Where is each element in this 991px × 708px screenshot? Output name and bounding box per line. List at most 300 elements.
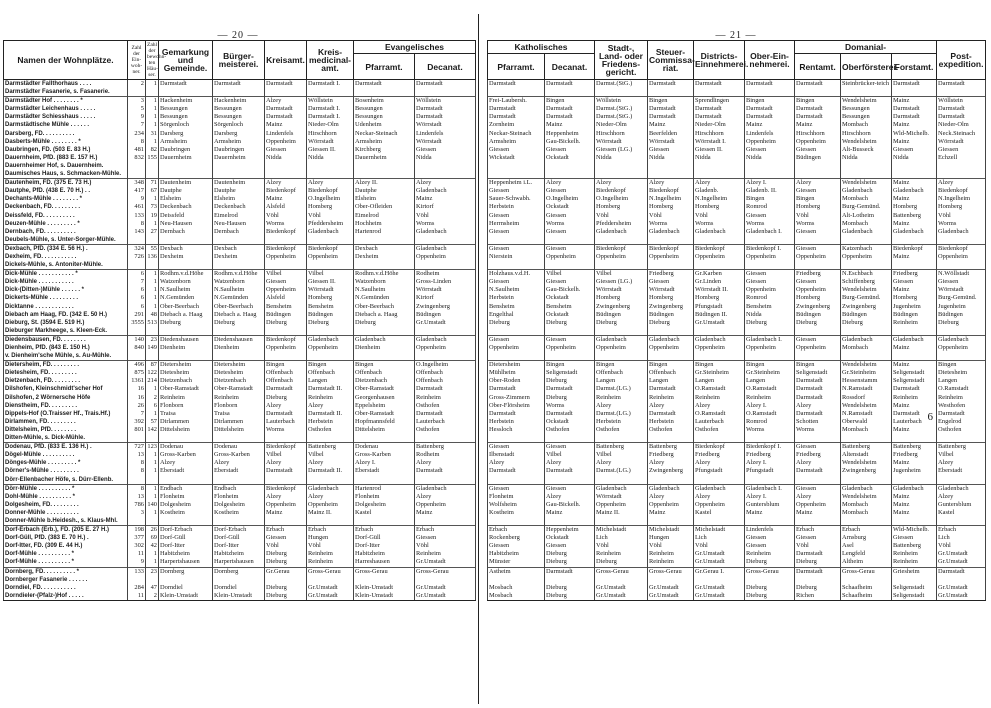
table-cell: Donner-Mühle b.Heidesh., s. Klaus-Mhl. — [4, 517, 128, 526]
table-cell: Gr.Umstadt — [937, 550, 986, 558]
table-cell: Dittelsheim — [159, 426, 213, 434]
table-cell: Habitzheim — [488, 550, 545, 558]
table-row — [488, 97, 986, 106]
table-row — [4, 327, 476, 336]
table-row — [4, 130, 476, 138]
table-cell: 801 — [128, 426, 146, 434]
table-row — [488, 493, 986, 501]
table-cell: Mainz — [892, 509, 937, 517]
table-cell: Klein-Umstadt — [213, 592, 265, 601]
table-cell — [128, 517, 146, 526]
table-cell: N.Ingelheim — [648, 195, 694, 203]
table-cell: Reinheim — [213, 394, 265, 402]
table-cell — [146, 576, 159, 584]
table-cell: Neckar-Steinach — [488, 130, 545, 138]
table-cell: Herbstein — [595, 418, 648, 426]
table-cell: Bingen — [648, 361, 694, 370]
table-cell: Alzey — [595, 179, 648, 188]
table-cell: Vöhl — [595, 212, 648, 220]
table-row — [488, 187, 986, 195]
table-cell: Dodenau — [159, 443, 213, 452]
table-row — [4, 476, 476, 485]
table-row — [4, 410, 476, 418]
table-cell: Gr.Steinheim — [694, 369, 745, 377]
table-cell: Diedensbausen, FD. . . . . . . . — [4, 335, 128, 344]
table-cell: 291 — [128, 311, 146, 319]
table-row — [4, 154, 476, 162]
table-cell: Biedenkopf — [937, 187, 986, 195]
table-cell: Darmstadt II. — [307, 385, 354, 393]
table-cell — [128, 88, 146, 97]
table-cell: Worms — [545, 220, 595, 228]
table-cell — [128, 327, 146, 336]
table-cell — [354, 476, 415, 485]
table-cell: Vilbel — [307, 270, 354, 279]
table-cell: Echzell — [937, 154, 986, 162]
table-cell: Dernbach, FD. . . . . . . . . . — [4, 228, 128, 236]
table-cell: Wörrstadt — [595, 493, 648, 501]
table-row — [488, 220, 986, 228]
table-cell: Alzey I. — [745, 459, 795, 467]
table-cell: Eppelsheim — [354, 402, 415, 410]
table-cell: Dexheim, FD. . . . . . . . . . . — [4, 253, 128, 261]
table-cell: 832 — [128, 154, 146, 162]
table-cell: Westhofen — [937, 402, 986, 410]
table-cell: Bingen — [545, 361, 595, 370]
table-cell: 727 — [128, 443, 146, 452]
table-cell: Dorndiel — [213, 584, 265, 592]
table-cell: Sprendlingen — [694, 97, 745, 106]
table-cell: Darmstadt II. — [307, 410, 354, 418]
table-cell: Gladenbach — [892, 335, 937, 344]
table-cell: Pfungstadt — [745, 467, 795, 475]
table-cell: Gr.Umstadt — [415, 584, 476, 592]
table-cell: Giessen — [545, 228, 595, 236]
table-cell: Watzenborn — [159, 278, 213, 286]
table-cell: Altheim — [841, 558, 892, 567]
table-cell: 73 — [146, 203, 159, 211]
table-cell — [892, 352, 937, 361]
table-cell: Giessen — [545, 443, 595, 452]
table-cell: Mainz — [892, 344, 937, 352]
table-cell — [892, 170, 937, 179]
table-cell — [159, 576, 213, 584]
table-cell: Wickstadt — [488, 154, 545, 162]
table-row — [4, 294, 476, 302]
table-cell: Romrod — [745, 294, 795, 302]
table-cell — [488, 576, 545, 584]
table-cell: Giessen — [745, 542, 795, 550]
table-cell: Darmstadt — [694, 113, 745, 121]
table-cell: 71 — [146, 179, 159, 188]
table-cell: 6 — [128, 294, 146, 302]
table-cell — [937, 576, 986, 584]
table-cell — [415, 261, 476, 270]
table-cell: Darmstadt — [892, 410, 937, 418]
table-cell: Zwingenberg — [841, 303, 892, 311]
table-cell: Kostheim — [213, 509, 265, 517]
table-cell: Dieburg — [545, 377, 595, 385]
table-row — [4, 493, 476, 501]
table-cell: Dienheim, PfD. (843 E. 150 H.) — [4, 344, 128, 352]
table-cell: Dirlammen, FD. . . . . . . . . — [4, 418, 128, 426]
table-cell — [128, 162, 146, 170]
table-cell: Eberstadt — [159, 467, 213, 475]
table-cell: Reinheim — [892, 558, 937, 567]
table-cell: Oppenheim — [307, 501, 354, 509]
table-cell: Erbach — [488, 526, 545, 535]
table-cell: 13 — [128, 451, 146, 459]
table-cell: Neu-Hausen — [159, 220, 213, 228]
table-cell: Giessen — [545, 244, 595, 253]
table-cell: 6 — [128, 303, 146, 311]
table-cell: Gr.Umstadt — [648, 592, 694, 601]
table-cell — [595, 476, 648, 485]
table-cell: N.Gemünden — [159, 294, 213, 302]
col-header-ober-ein: Ober-Ein- nehmerei. — [745, 41, 795, 80]
table-cell: Ilbenstadt — [488, 451, 545, 459]
table-cell: Homberg — [694, 294, 745, 302]
table-cell: Gladenbach I. — [745, 228, 795, 236]
table-cell: Mainz — [892, 426, 937, 434]
table-row — [488, 443, 986, 452]
table-cell: Daubringen — [213, 146, 265, 154]
table-cell: Friedberg — [892, 451, 937, 459]
table-cell: Lich — [937, 534, 986, 542]
table-cell — [146, 88, 159, 97]
table-cell: Giessen — [892, 146, 937, 154]
table-cell — [694, 327, 745, 336]
table-cell: Dieburg — [745, 592, 795, 601]
table-cell: Dieburg — [545, 592, 595, 601]
table-cell: Gr.Umstadt — [307, 584, 354, 592]
table-cell: Bingen — [354, 361, 415, 370]
table-cell: Elsheim — [159, 195, 213, 203]
table-cell: Alzey — [415, 179, 476, 188]
table-cell: Oppenheim — [265, 253, 307, 261]
table-cell: Asel — [841, 542, 892, 550]
table-cell: Darmstadt — [745, 113, 795, 121]
table-row — [488, 459, 986, 467]
table-cell: Dick-Mühle . . . . . . . . . . . * — [4, 270, 128, 279]
table-cell: Dittelsheim — [213, 426, 265, 434]
table-cell — [128, 261, 146, 270]
table-cell: Sörgenloch — [213, 121, 265, 129]
table-row — [488, 418, 986, 426]
table-cell — [146, 170, 159, 179]
table-cell: Büdingen — [648, 311, 694, 319]
table-cell: Mainz — [892, 138, 937, 146]
table-cell: Oppenheim — [745, 138, 795, 146]
table-cell — [545, 162, 595, 170]
table-row — [4, 236, 476, 245]
table-cell: Worms — [545, 402, 595, 410]
table-cell: Zornheim — [488, 121, 545, 129]
table-cell: 47 — [146, 584, 159, 592]
table-cell: Gladenbach — [841, 187, 892, 195]
table-cell: Langen — [745, 377, 795, 385]
table-cell: Ober-Beerbach — [159, 303, 213, 311]
table-cell: Gladenb. — [694, 187, 745, 195]
table-cell: Mainz — [265, 195, 307, 203]
table-cell: Alzey — [265, 97, 307, 106]
table-cell: Hartenrod — [354, 228, 415, 236]
table-cell — [892, 434, 937, 443]
table-cell: Worms — [415, 220, 476, 228]
table-cell: Watzenborn — [354, 278, 415, 286]
table-cell: Gladenbach — [892, 484, 937, 493]
table-cell — [146, 434, 159, 443]
table-row — [488, 170, 986, 179]
table-cell: Friedberg — [795, 451, 841, 459]
table-cell: Rockenberg — [488, 534, 545, 542]
table-cell: Giessen — [795, 146, 841, 154]
table-cell: 23 — [146, 567, 159, 576]
table-cell: Homberg — [595, 203, 648, 211]
table-cell: Dörr-Mühle . . . . . . . . . . * — [4, 484, 128, 493]
table-cell — [213, 576, 265, 584]
table-row — [488, 592, 986, 601]
table-cell: Alzey — [937, 179, 986, 188]
table-cell: Oppenheim — [545, 253, 595, 261]
table-cell — [146, 517, 159, 526]
table-cell: Mainz — [892, 493, 937, 501]
table-cell — [795, 162, 841, 170]
table-cell: 875 — [128, 369, 146, 377]
table-cell: Gr.Umstadt — [415, 592, 476, 601]
table-cell: Wendelsheim — [841, 97, 892, 106]
table-cell: Armsheim — [213, 138, 265, 146]
table-cell: Biedenkopf — [694, 443, 745, 452]
table-cell: Wörrstadt — [307, 286, 354, 294]
table-row — [4, 179, 476, 188]
table-cell: Dieburg — [795, 319, 841, 327]
table-cell: Georgenhausen — [354, 394, 415, 402]
table-cell: Alzey — [795, 179, 841, 188]
table-cell: Dexheim — [159, 253, 213, 261]
table-cell: 7 — [128, 410, 146, 418]
table-cell: Flonborn — [213, 402, 265, 410]
table-cell: Dienstheim, FD. . . . . . . . . — [4, 402, 128, 410]
table-row — [488, 467, 986, 475]
table-cell: Bosenheim — [354, 97, 415, 106]
table-cell: Dörner's-Mühle . . . . . . . . . — [4, 467, 128, 475]
table-cell: Gr.Umstadt — [307, 592, 354, 601]
table-cell: 214 — [147, 377, 157, 385]
table-cell: Battenberg — [648, 443, 694, 452]
table-cell: Darmstadt — [265, 385, 307, 393]
table-cell: Deubels-Mühle, s. Unter-Sorger-Mühle. — [4, 236, 128, 245]
table-cell: Giessen — [937, 146, 986, 154]
table-cell: Gr.Umstadt — [937, 592, 986, 601]
table-cell: Hirschhorn — [307, 130, 354, 138]
table-cell: Giessen — [545, 146, 595, 154]
table-row — [488, 278, 986, 286]
table-cell: Büdingen — [265, 311, 307, 319]
table-cell: Seligenstadt — [892, 369, 937, 377]
table-cell: Mainz — [892, 195, 937, 203]
table-cell: Darmstadt — [213, 80, 265, 89]
table-cell: Astheim — [488, 567, 545, 576]
table-row — [488, 179, 986, 188]
table-cell: Wendelsheim — [841, 361, 892, 370]
table-cell — [415, 352, 476, 361]
table-cell: Giessen — [488, 212, 545, 220]
table-cell: Oppenheim — [745, 253, 795, 261]
table-row — [488, 203, 986, 211]
table-cell: Darmstadt — [937, 80, 986, 89]
table-cell: Michelstadt — [694, 526, 745, 535]
table-cell: Rodheim — [415, 270, 476, 279]
table-cell — [841, 162, 892, 170]
table-cell: Jugenheim — [892, 467, 937, 475]
table-cell: Klein-Umstadt — [354, 592, 415, 601]
table-cell: Nidda — [648, 154, 694, 162]
table-cell: Dippels-Hof (O.Traisser Hf., Trais.Hf.) — [4, 410, 128, 418]
table-cell: Reinheim — [159, 394, 213, 402]
table-row — [4, 394, 476, 402]
table-cell — [307, 434, 354, 443]
table-cell — [159, 352, 213, 361]
table-cell: Ditten-Mühle, s. Dick-Mühle. — [4, 434, 128, 443]
table-cell: Mainz — [892, 253, 937, 261]
table-cell: Darsberg, FD. . . . . . . . . . — [4, 130, 128, 138]
table-cell — [595, 236, 648, 245]
table-cell: Oppenheim — [795, 344, 841, 352]
table-cell: Hirschhorn — [694, 130, 745, 138]
table-cell: N.Ramstadt — [841, 385, 892, 393]
table-cell — [745, 517, 795, 526]
table-cell: Mosbach — [488, 592, 545, 601]
table-cell: Dieburg — [595, 558, 648, 567]
table-cell — [265, 576, 307, 584]
table-cell: 9 — [128, 558, 146, 567]
table-cell: Offenbach — [415, 369, 476, 377]
table-cell: Vöhl — [265, 542, 307, 550]
table-row — [4, 451, 476, 459]
table-row — [4, 567, 476, 576]
table-cell: Bingen — [937, 361, 986, 370]
col-header-domanial: Domanial- — [795, 41, 937, 54]
table-cell: Udenheim — [354, 121, 415, 129]
table-cell: Darmstädter Schiesshaus . . . . . — [4, 113, 128, 121]
table-cell: Dauernheim — [159, 154, 213, 162]
table-cell: Alzey — [595, 402, 648, 410]
table-cell: Darmstadt — [795, 105, 841, 113]
table-cell: Vöhl — [694, 542, 745, 550]
table-cell: Mainz — [745, 509, 795, 517]
table-cell: Dorf-Güll — [213, 534, 265, 542]
table-cell: Dieburg — [354, 319, 415, 327]
table-cell: Alzey — [795, 493, 841, 501]
table-cell: Wöllstein — [937, 97, 986, 106]
table-cell: Diedenshausen — [159, 335, 213, 344]
table-cell: Jugenheim — [892, 303, 937, 311]
table-row — [488, 195, 986, 203]
table-cell: Diebach a. Haag — [159, 311, 213, 319]
table-cell: O.Ramstadt — [694, 410, 745, 418]
table-cell: Büdingen — [937, 311, 986, 319]
table-cell: Alt-Lotheim — [841, 212, 892, 220]
table-cell: Giessen — [937, 278, 986, 286]
table-cell: Dieburg — [648, 319, 694, 327]
table-row — [4, 558, 476, 567]
table-cell: Nidda — [745, 154, 795, 162]
table-cell — [307, 352, 354, 361]
table-cell: Burg-Gemünd. — [937, 294, 986, 302]
table-cell: Darmstadt — [545, 80, 595, 89]
table-cell: Burg-Gemünd. — [841, 294, 892, 302]
table-row — [4, 146, 476, 154]
table-cell: 11 — [128, 550, 146, 558]
table-cell: Darmstadt — [648, 80, 694, 89]
table-cell: 302 — [128, 542, 146, 550]
table-cell: Gr.Karben — [694, 270, 745, 279]
table-cell: Dernbach — [213, 228, 265, 236]
table-cell: Alzey — [648, 402, 694, 410]
table-cell — [694, 261, 745, 270]
table-cell: Osthofen — [307, 426, 354, 434]
table-cell: Biedenkopf — [595, 187, 648, 195]
table-row — [4, 261, 476, 270]
table-cell: Oppenheim — [937, 344, 986, 352]
table-cell: Deckenbach, FD. . . . . . . . . — [4, 203, 128, 211]
table-cell — [265, 327, 307, 336]
table-cell: Gladenbach — [937, 228, 986, 236]
table-cell: Dieburg — [265, 319, 307, 327]
table-cell: Mosbach — [488, 584, 545, 592]
table-cell: Alzey — [545, 493, 595, 501]
table-cell: Richen — [795, 592, 841, 601]
table-cell: Dieburg — [307, 319, 354, 327]
table-cell: Darmstadt — [892, 385, 937, 393]
table-cell: Gladenbach — [648, 484, 694, 493]
table-cell: Giessen — [648, 146, 694, 154]
table-cell: Mainz II. — [595, 509, 648, 517]
table-cell: Bingen — [795, 97, 841, 106]
table-cell: Darmstadt — [415, 113, 476, 121]
table-cell — [595, 434, 648, 443]
table-cell: Darmstadt — [265, 113, 307, 121]
table-cell — [545, 476, 595, 485]
table-cell — [488, 236, 545, 245]
table-cell: Biedenkopf — [694, 244, 745, 253]
table-cell: Katzenbach — [841, 244, 892, 253]
table-cell — [265, 170, 307, 179]
table-cell: Darmstadt — [795, 410, 841, 418]
table-cell: O.Ingelheim — [307, 195, 354, 203]
table-cell: Herbstein — [307, 418, 354, 426]
col-header-gericht: Stadt-, Land- oder Friedens- gericht. — [595, 41, 648, 80]
col-header-forstamt: Forstamt. — [892, 54, 937, 80]
table-cell: 13 — [128, 493, 146, 501]
table-cell: 1 — [146, 195, 159, 203]
table-cell: Dorf-Itter — [213, 542, 265, 550]
table-cell: Dexbach — [354, 244, 415, 253]
table-cell: Erbach — [307, 526, 354, 535]
table-cell: Dorndiel — [159, 584, 213, 592]
col-header-gemarkung: Gemarkung und Gemeinde. — [159, 41, 213, 80]
table-row — [488, 344, 986, 352]
table-cell: Diebach am Haag, FD. (342 E. 50 H.) — [4, 311, 128, 319]
table-cell: 1 — [146, 121, 159, 129]
table-cell — [213, 170, 265, 179]
table-cell: Wendelsheim — [841, 402, 892, 410]
table-cell: Dolgesheim, FD. . . . . . . . . — [4, 501, 128, 509]
left-table-body — [4, 80, 476, 601]
table-row — [4, 418, 476, 426]
table-cell — [795, 88, 841, 97]
